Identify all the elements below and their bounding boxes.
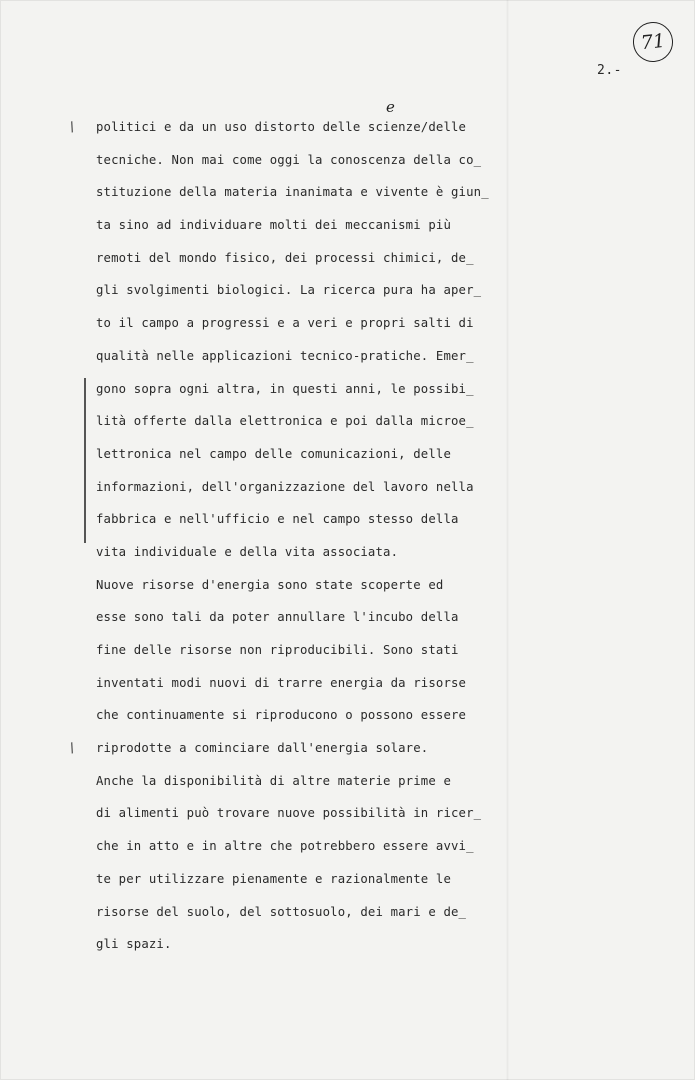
- text-line: vita individuale e della vita associata.: [96, 544, 399, 559]
- text-line: gli svolgimenti biologici. La ricerca pura ha aper_: [96, 283, 482, 298]
- text-line: te per utilizzare pienamente e razionalmente le: [96, 871, 452, 886]
- text-line: gli spazi.: [96, 937, 172, 952]
- page-stamp: 71: [631, 20, 675, 64]
- text-line: lità offerte dalla elettronica e poi dalla microe_: [96, 414, 474, 429]
- text-line: fabbrica e nell'ufficio e nel campo stesso della: [96, 512, 459, 527]
- text-line: Nuove risorse d'energia sono state scoperte ed: [96, 577, 444, 592]
- text-line: lettronica nel campo delle comunicazioni, delle: [96, 446, 452, 461]
- text-line: politici e da un uso distorto delle scienze/delle: [96, 120, 467, 134]
- text-line: esse sono tali da poter annullare l'incubo della: [96, 610, 459, 625]
- text-line: fine delle risorse non riproducibili. Sono stati: [96, 643, 459, 657]
- text-line: Anche la disponibilità di altre materie prime e: [96, 773, 452, 788]
- text-line: riprodotte a cominciare dall'energia solare.: [96, 741, 429, 756]
- text-line: gono sopra ogni altra, in questi anni, le possibi_: [96, 381, 474, 396]
- text-line: tecniche. Non mai come oggi la conoscenza della co_: [96, 152, 482, 167]
- text-line: ta sino ad individuare molti dei meccanismi più: [96, 218, 452, 233]
- text-line: che continuamente si riproducono o possono essere: [96, 708, 467, 723]
- text-line: che in atto e in altre che potrebbero essere avvi_: [96, 839, 474, 854]
- text-line: risorse del suolo, del sottosuolo, dei mari e de_: [96, 904, 467, 919]
- text-line: inventati modi nuovi di trarre energia da risorse: [96, 675, 467, 690]
- margin-tick-mark: /: [67, 119, 77, 136]
- text-line: informazioni, dell'organizzazione del lavoro nella: [96, 479, 474, 494]
- page-number: 2.-: [597, 63, 622, 78]
- text-line: to il campo a progressi e a veri e propri salti di: [96, 316, 474, 331]
- margin-bracket-line: [84, 378, 86, 543]
- handwritten-correction: e: [386, 98, 395, 116]
- text-line: qualità nelle applicazioni tecnico-pratiche. Emer_: [96, 348, 474, 363]
- text-line: stituzione della materia inanimata e vivente è giun_: [96, 185, 489, 200]
- body-text: [96, 111, 516, 961]
- text-line: remoti del mondo fisico, dei processi chimici, de_: [96, 250, 474, 265]
- margin-tick-mark: /: [67, 740, 77, 757]
- text-line: di alimenti può trovare nuove possibilità in ricer_: [96, 806, 482, 821]
